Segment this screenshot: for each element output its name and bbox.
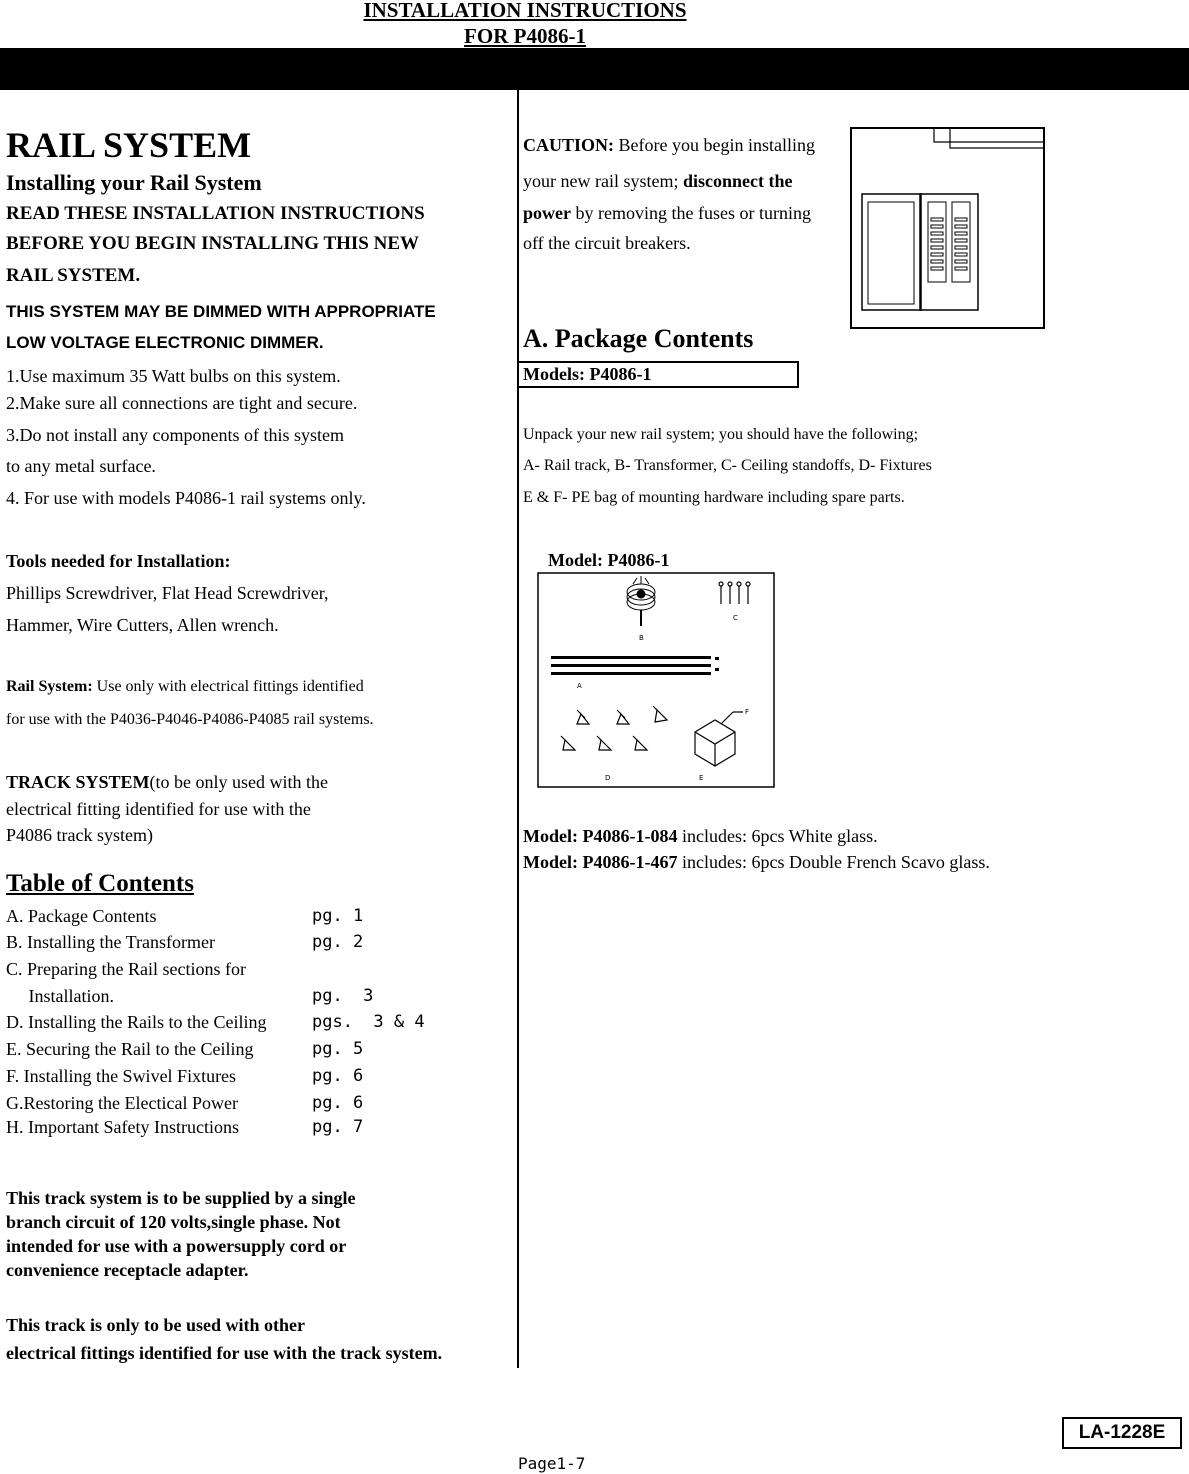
section-a-heading: A. Package Contents xyxy=(523,324,754,353)
dim-line-2: LOW VOLTAGE ELECTRONIC DIMMER. xyxy=(6,333,324,352)
page-subtitle: Installing your Rail System xyxy=(6,170,262,195)
supply-line-2: branch circuit of 120 volts,single phase. Not xyxy=(6,1212,341,1232)
track-note-text: (to be only used with the xyxy=(149,772,329,792)
toc-item xyxy=(6,1066,426,1087)
toc-item xyxy=(6,959,426,980)
only-line-2: electrical fittings identified for use with the track system. xyxy=(6,1343,443,1363)
caution-text: your new rail system; xyxy=(523,171,683,191)
rule-4: 4. For use with models P4086-1 rail systems only. xyxy=(6,488,366,508)
toc-page: pg. 6 xyxy=(312,1093,364,1113)
breaker-panel-illustration xyxy=(848,126,1046,330)
unpack-line-1: Unpack your new rail system; you should have the following; xyxy=(523,426,919,443)
toc-label: D. Installing the Rails to the Ceiling xyxy=(6,1012,267,1032)
label-b: B xyxy=(639,634,644,642)
transformer-icon xyxy=(627,576,655,626)
model-line-1 xyxy=(523,826,878,847)
toc-title: Table of Contents xyxy=(6,870,194,897)
toc-label: H. Important Safety Instructions xyxy=(6,1117,239,1137)
standoffs-icon xyxy=(719,582,750,604)
column-divider xyxy=(517,90,519,1368)
caution-emphasis: power xyxy=(523,203,571,223)
track-note-line-1 xyxy=(6,772,328,793)
tools-line-1: Phillips Screwdriver, Flat Head Screwdriver, xyxy=(6,583,329,603)
diagram-title: Model: P4086-1 xyxy=(548,550,670,570)
rail-note-label: Rail System: xyxy=(6,678,93,695)
header-title-line1: INSTALLATION INSTRUCTIONS xyxy=(363,0,687,22)
label-c: C xyxy=(733,614,738,622)
toc-item xyxy=(6,1093,426,1114)
header-bar xyxy=(0,48,1189,90)
label-e: E xyxy=(699,774,704,782)
toc-label: G.Restoring the Electical Power xyxy=(6,1093,238,1113)
package-contents-icon xyxy=(537,572,775,788)
read-line-3: RAIL SYSTEM. xyxy=(6,265,141,286)
track-note-line-3: P4086 track system) xyxy=(6,825,153,845)
toc-label: B. Installing the Transformer xyxy=(6,932,215,952)
supply-line-1: This track system is to be supplied by a single xyxy=(6,1188,356,1208)
page-number: Page1-7 xyxy=(518,1454,586,1473)
toc-label: C. Preparing the Rail sections for xyxy=(6,959,246,979)
toc-page: pg. 3 xyxy=(312,986,374,1006)
model-desc: includes: 6pcs White glass. xyxy=(677,826,878,846)
caution-line-4: off the circuit breakers. xyxy=(523,233,691,253)
toc-page: pg. 6 xyxy=(312,1066,364,1086)
unpack-line-2: A- Rail track, B- Transformer, C- Ceiling standoffs, D- Fixtures xyxy=(523,457,932,474)
models-label: Models: P4086-1 xyxy=(523,364,652,384)
track-note-line-2: electrical fitting identified for use with the xyxy=(6,799,311,819)
model-number: Model: P4086-1-084 xyxy=(523,826,678,846)
model-desc: includes: 6pcs Double French Scavo glass. xyxy=(677,852,990,872)
label-f: F xyxy=(745,708,750,716)
label-a: A xyxy=(577,682,582,690)
package-contents-diagram xyxy=(537,572,775,788)
hardware-bag-icon xyxy=(695,712,743,766)
caution-line-1 xyxy=(523,135,815,156)
rule-1: 1.Use maximum 35 Watt bulbs on this system. xyxy=(6,366,341,386)
toc-item xyxy=(6,986,426,1007)
tools-line-2: Hammer, Wire Cutters, Allen wrench. xyxy=(6,615,279,635)
toc-item xyxy=(6,906,426,927)
caution-line-3 xyxy=(523,203,811,224)
rule-3: 3.Do not install any components of this system xyxy=(6,425,344,445)
model-line-2 xyxy=(523,852,990,873)
rail-note-line-2: for use with the P4036-P4046-P4086-P4085 rail systems. xyxy=(6,711,374,728)
caution-label: CAUTION: xyxy=(523,135,615,155)
caution-line-2 xyxy=(523,171,792,192)
document-code-box: LA-1228E xyxy=(1062,1417,1182,1449)
fixtures-icon xyxy=(561,706,667,750)
supply-line-3: intended for use with a powersupply cord or xyxy=(6,1236,347,1256)
caution-text: Before you begin installing xyxy=(614,135,815,155)
track-note-label: TRACK SYSTEM xyxy=(6,772,150,792)
read-line-1: READ THESE INSTALLATION INSTRUCTIONS xyxy=(6,203,425,224)
toc-label: F. Installing the Swivel Fixtures xyxy=(6,1066,237,1086)
caution-emphasis: disconnect the xyxy=(682,171,793,191)
toc-page: pg. 1 xyxy=(312,906,364,926)
rail-track-icon xyxy=(551,656,719,675)
read-line-2: BEFORE YOU BEGIN INSTALLING THIS NEW xyxy=(6,233,419,254)
rail-note-line-1 xyxy=(6,678,364,696)
toc-item xyxy=(6,1039,426,1060)
rule-3-cont: to any metal surface. xyxy=(6,456,156,476)
model-number: Model: P4086-1-467 xyxy=(523,852,678,872)
dim-line-1: THIS SYSTEM MAY BE DIMMED WITH APPROPRIATE xyxy=(6,302,436,321)
label-d: D xyxy=(605,774,611,782)
rail-note-text: Use only with electrical fittings identified xyxy=(92,678,364,695)
toc-page: pg. 2 xyxy=(312,932,364,952)
page-title: RAIL SYSTEM xyxy=(6,125,252,165)
toc-item xyxy=(6,1012,426,1033)
toc-label: A. Package Contents xyxy=(6,906,157,926)
toc-label: E. Securing the Rail to the Ceiling xyxy=(6,1039,254,1059)
toc-label: Installation. xyxy=(6,986,114,1006)
unpack-line-3: E & F- PE bag of mounting hardware including spare parts. xyxy=(523,489,905,506)
toc-page: pg. 7 xyxy=(312,1117,364,1137)
breaker-panel-icon xyxy=(848,126,1046,330)
rule-2: 2.Make sure all connections are tight and secure. xyxy=(6,393,358,413)
toc-item xyxy=(6,1117,426,1138)
toc-page: pgs. 3 & 4 xyxy=(312,1012,425,1032)
supply-line-4: convenience receptacle adapter. xyxy=(6,1260,249,1280)
header-title-line2: FOR P4086-1 xyxy=(464,24,586,48)
toc-page: pg. 5 xyxy=(312,1039,364,1059)
caution-text: by removing the fuses or turning xyxy=(571,203,811,223)
toc-item xyxy=(6,932,426,953)
only-line-1: This track is only to be used with other xyxy=(6,1315,306,1335)
tools-heading: Tools needed for Installation: xyxy=(6,551,231,571)
